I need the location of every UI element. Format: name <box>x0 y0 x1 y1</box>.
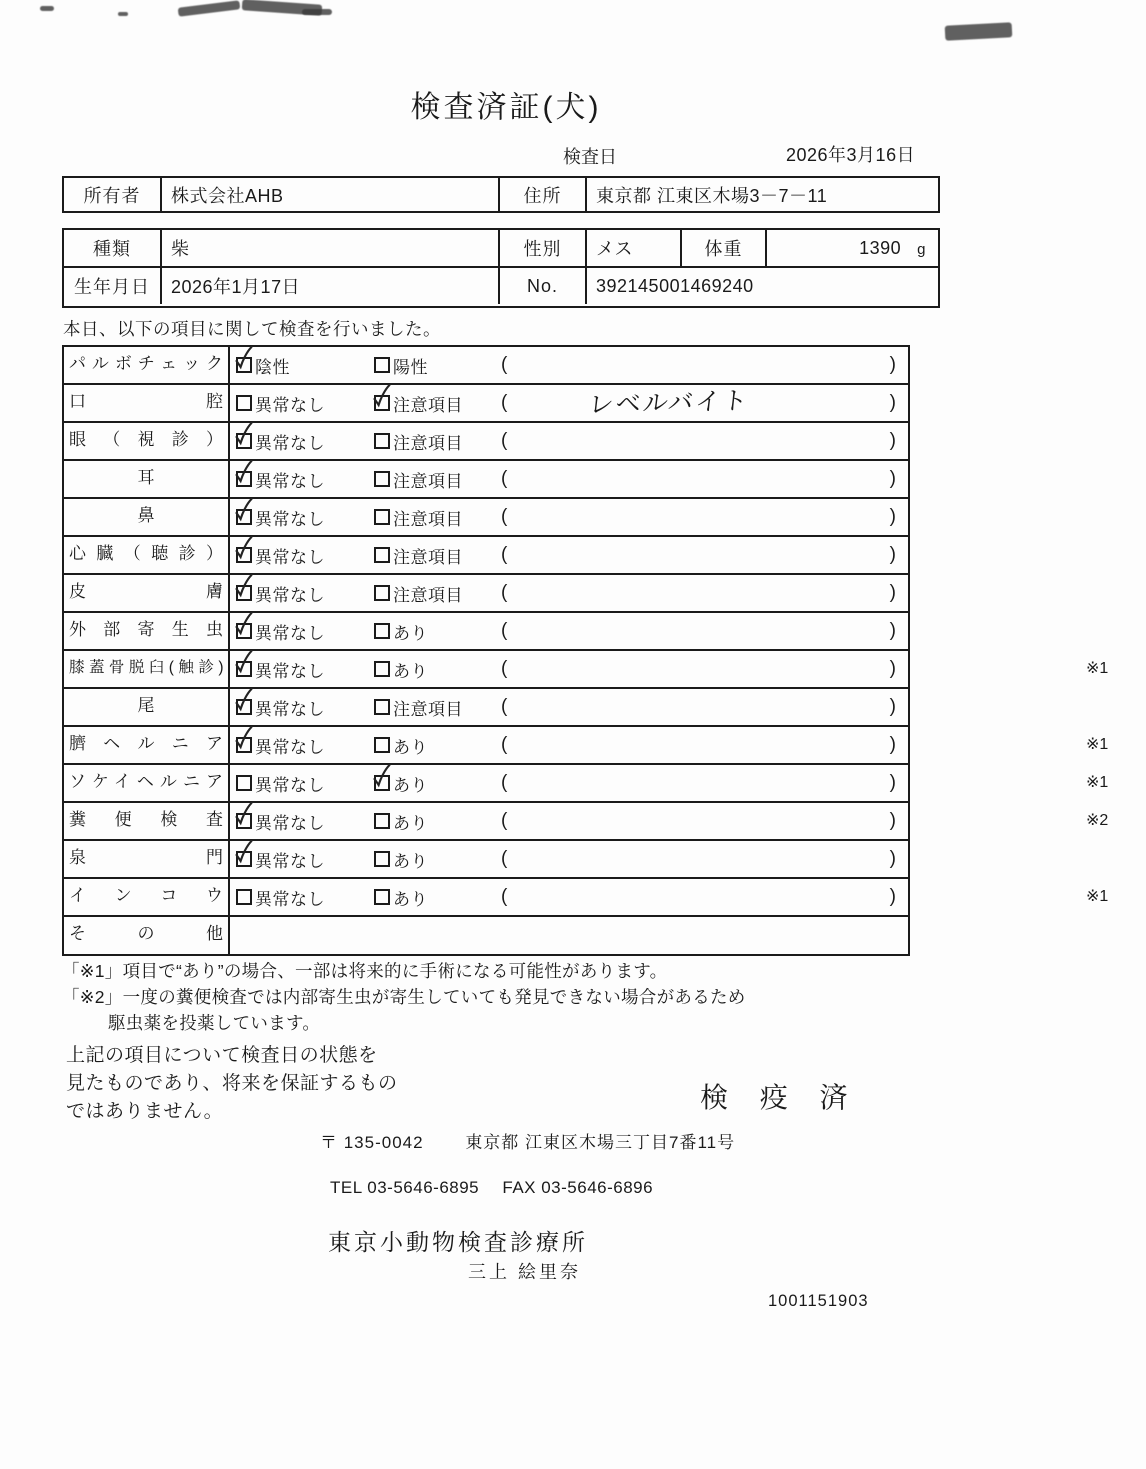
paren-close: ) <box>889 392 896 413</box>
paren-close: ) <box>889 430 896 451</box>
exam-date-label: 検査日 <box>563 147 617 167</box>
checkbox-icon <box>236 471 252 487</box>
exam-row-parvo <box>64 347 908 385</box>
paren-open: ( <box>501 544 508 565</box>
scan-artifact <box>40 6 54 11</box>
checkbox-label: あり <box>393 775 428 795</box>
paren-open: ( <box>501 506 508 527</box>
disclaimer-line: ではありません。 <box>66 1101 224 1122</box>
checkbox-icon <box>236 699 252 715</box>
exam-other-empty <box>230 917 908 954</box>
checkbox-label: 注意項目 <box>393 585 463 605</box>
checkbox-caution[interactable] <box>373 575 463 611</box>
checkbox-label: 異常なし <box>255 471 325 491</box>
exam-item-label: 糞便検査 <box>64 803 230 839</box>
checkbox-icon <box>236 395 252 411</box>
checkbox-icon <box>236 889 252 905</box>
checkbox-label: 陽性 <box>393 357 428 377</box>
address-value: 東京都 江東区木場3－7－11 <box>596 185 828 206</box>
paren-open: ( <box>501 468 508 489</box>
note-mark: ※1 <box>1086 888 1109 905</box>
checkbox-caution[interactable] <box>373 537 463 573</box>
checkbox-icon <box>374 395 390 411</box>
checkbox-normal[interactable] <box>235 423 325 459</box>
sex-label: 性別 <box>500 230 587 266</box>
paren-open: ( <box>501 430 508 451</box>
checkbox-icon <box>236 661 252 677</box>
checkbox-present[interactable] <box>373 879 428 915</box>
checkbox-present[interactable] <box>373 727 428 763</box>
checkbox-normal[interactable] <box>235 765 325 801</box>
checkbox-negative[interactable] <box>235 347 290 383</box>
result-paren <box>501 613 908 649</box>
clinic-tel: TEL 03-5646-6895 <box>330 1178 480 1197</box>
scan-artifact <box>118 12 128 16</box>
checkbox-icon <box>374 357 390 373</box>
note-mark: ※1 <box>1086 774 1109 791</box>
document-code: 1001151903 <box>768 1292 869 1310</box>
paren-close: ) <box>889 848 896 869</box>
checkbox-normal[interactable] <box>235 461 325 497</box>
exam-item-label: 外部寄生虫 <box>64 613 230 649</box>
exam-row-mouth <box>64 385 908 423</box>
checkbox-icon <box>236 737 252 753</box>
exam-row-eyes <box>64 423 908 461</box>
checkbox-label: 異常なし <box>255 737 325 757</box>
result-paren <box>501 347 908 383</box>
checkbox-icon <box>374 585 390 601</box>
scan-artifact <box>178 0 241 16</box>
checkbox-present[interactable] <box>373 613 428 649</box>
exam-row-tail <box>64 689 908 727</box>
checkbox-normal[interactable] <box>235 499 325 535</box>
breed-label: 種類 <box>64 230 162 266</box>
paren-open: ( <box>501 696 508 717</box>
result-paren <box>501 727 908 763</box>
footnote-2: 「※2」一度の糞便検査では内部寄生虫が寄生していても発見できない場合があるため <box>62 987 746 1007</box>
sex-value: メス <box>587 230 682 266</box>
result-paren <box>501 765 908 801</box>
checkbox-label: 注意項目 <box>393 433 463 453</box>
result-paren <box>501 651 908 687</box>
checkbox-label: 異常なし <box>255 661 325 681</box>
clinic-fax: FAX 03-5646-6896 <box>502 1178 654 1197</box>
exam-item-label: その他 <box>64 917 230 954</box>
result-paren <box>501 879 908 915</box>
checkbox-icon <box>374 737 390 753</box>
checkbox-label: あり <box>393 813 428 833</box>
checkbox-present[interactable] <box>373 651 428 687</box>
result-paren <box>501 461 908 497</box>
exam-item-label: 膝蓋骨脱臼(触診) <box>64 651 230 687</box>
checkbox-normal[interactable] <box>235 803 325 839</box>
checkbox-icon <box>374 547 390 563</box>
checkbox-icon <box>374 661 390 677</box>
checkbox-label: 注意項目 <box>393 471 463 491</box>
address-label: 住所 <box>500 178 587 211</box>
checkbox-normal[interactable] <box>235 727 325 763</box>
exam-item-label: ソケイヘルニア <box>64 765 230 801</box>
exam-row-inkou <box>64 879 1109 917</box>
checkbox-label: 異常なし <box>255 813 325 833</box>
exam-row-patella <box>64 651 1109 689</box>
checkbox-icon <box>236 623 252 639</box>
result-paren <box>501 385 908 421</box>
checkbox-normal[interactable] <box>235 613 325 649</box>
footnotes <box>62 958 746 1036</box>
paren-open: ( <box>501 772 508 793</box>
pet-table <box>62 228 940 308</box>
exam-table <box>62 345 1109 956</box>
paren-open: ( <box>501 886 508 907</box>
exam-row-fecal-test <box>64 803 1109 841</box>
checkbox-present[interactable] <box>373 803 428 839</box>
checkbox-caution[interactable] <box>373 461 463 497</box>
exam-item-label: 皮膚 <box>64 575 230 611</box>
checkbox-label: 異常なし <box>255 851 325 871</box>
paren-close: ) <box>889 468 896 489</box>
checkbox-normal[interactable] <box>235 879 325 915</box>
birth-value: 2026年1月17日 <box>162 268 500 304</box>
handwritten-result-text: レベルバイト <box>587 386 751 420</box>
result-paren <box>501 423 908 459</box>
checkbox-icon <box>374 813 390 829</box>
result-paren <box>501 803 908 839</box>
paren-open: ( <box>501 848 508 869</box>
paren-close: ) <box>889 582 896 603</box>
no-label: No. <box>500 268 587 304</box>
checkbox-icon <box>374 889 390 905</box>
paren-open: ( <box>501 620 508 641</box>
checkbox-label: 異常なし <box>255 395 325 415</box>
exam-row-heart <box>64 537 908 575</box>
exam-row-nose <box>64 499 908 537</box>
checkbox-present[interactable] <box>373 765 428 801</box>
checkbox-caution[interactable] <box>373 385 463 421</box>
clinic-address-row <box>320 1128 735 1153</box>
checkbox-icon <box>236 357 252 373</box>
exam-item-label: パルボチェック <box>64 347 230 383</box>
result-paren <box>501 499 908 535</box>
breed-value: 柴 <box>162 230 500 266</box>
checkbox-icon <box>374 623 390 639</box>
scan-artifact <box>302 9 332 15</box>
paren-close: ) <box>889 506 896 527</box>
clinic-address: 東京都 江東区木場三丁目7番11号 <box>465 1133 736 1152</box>
checkbox-present[interactable] <box>373 841 428 877</box>
result-paren <box>501 689 908 725</box>
weight-unit: g <box>917 241 926 258</box>
paren-close: ) <box>889 734 896 755</box>
intro-text: 本日、以下の項目に関して検査を行いました。 <box>63 319 441 339</box>
exam-row-ears <box>64 461 908 499</box>
checkbox-label: 異常なし <box>255 509 325 529</box>
owner-label: 所有者 <box>64 178 162 211</box>
paren-close: ) <box>889 772 896 793</box>
birth-label: 生年月日 <box>64 268 162 304</box>
checkbox-icon <box>374 471 390 487</box>
paren-open: ( <box>501 392 508 413</box>
note-mark: ※2 <box>1086 812 1109 829</box>
checkbox-label: あり <box>393 851 428 871</box>
checkbox-label: 異常なし <box>255 699 325 719</box>
checkbox-icon <box>236 509 252 525</box>
checkbox-label: 異常なし <box>255 585 325 605</box>
note-mark: ※1 <box>1086 660 1109 677</box>
checkbox-icon <box>374 433 390 449</box>
checkbox-icon <box>236 585 252 601</box>
checkbox-label: 注意項目 <box>393 547 463 567</box>
clinic-phone-row <box>330 1178 653 1198</box>
weight-label: 体重 <box>682 230 767 266</box>
checkbox-label: 注意項目 <box>393 699 463 719</box>
checkbox-normal[interactable] <box>235 575 325 611</box>
checkbox-icon <box>236 813 252 829</box>
checkbox-normal[interactable] <box>235 385 325 421</box>
disclaimer-line: 上記の項目について検査日の状態を <box>66 1045 378 1066</box>
checkbox-positive[interactable] <box>373 347 428 383</box>
exam-date-value: 2026年3月16日 <box>786 145 916 165</box>
checkbox-label: 異常なし <box>255 623 325 643</box>
checkbox-icon <box>236 547 252 563</box>
exam-item-label: 耳 <box>64 461 230 497</box>
checkbox-normal[interactable] <box>235 651 325 687</box>
checkbox-normal[interactable] <box>235 841 325 877</box>
checkbox-label: 異常なし <box>255 433 325 453</box>
result-paren <box>501 575 908 611</box>
exam-item-label: 尾 <box>64 689 230 725</box>
checkbox-icon <box>374 851 390 867</box>
paren-open: ( <box>501 354 508 375</box>
clinic-name: 東京小動物検査診療所 <box>328 1229 588 1255</box>
checkbox-label: あり <box>393 889 428 909</box>
exam-row-skin <box>64 575 908 613</box>
disclaimer-line: 見たものであり、将来を保証するもの <box>66 1073 398 1094</box>
checkbox-label: あり <box>393 737 428 757</box>
checkbox-icon <box>236 851 252 867</box>
exam-row-fontanelle <box>64 841 908 879</box>
veterinarian-name: 三上 絵里奈 <box>468 1262 582 1282</box>
footnote-1: 「※1」項目で“あり”の場合、一部は将来的に手術になる可能性があります。 <box>62 961 668 981</box>
paren-close: ) <box>889 696 896 717</box>
exam-row-external-parasites <box>64 613 908 651</box>
disclaimer <box>66 1042 398 1126</box>
checkbox-label: 異常なし <box>255 889 325 909</box>
exam-row-other <box>64 917 908 954</box>
owner-value: 株式会社AHB <box>162 178 500 211</box>
checkbox-icon <box>374 775 390 791</box>
owner-table <box>62 176 940 213</box>
paren-close: ) <box>889 354 896 375</box>
checkbox-label: 注意項目 <box>393 509 463 529</box>
footnote-2-cont: 駆虫薬を投薬しています。 <box>108 1013 321 1033</box>
certificate-title: 検査済証(犬) <box>410 91 602 124</box>
exam-row-umbilical-hernia <box>64 727 1109 765</box>
paren-open: ( <box>501 582 508 603</box>
note-mark: ※1 <box>1086 736 1109 753</box>
result-paren <box>501 841 908 877</box>
checkbox-icon <box>236 775 252 791</box>
paren-open: ( <box>501 810 508 831</box>
paren-open: ( <box>501 734 508 755</box>
scan-artifact <box>945 22 1013 40</box>
exam-item-label: 鼻 <box>64 499 230 535</box>
checkbox-caution[interactable] <box>373 499 463 535</box>
checkbox-label: 注意項目 <box>393 395 463 415</box>
checkbox-label: あり <box>393 623 428 643</box>
checkbox-label: あり <box>393 661 428 681</box>
checkbox-label: 陰性 <box>255 357 290 377</box>
exam-row-inguinal-hernia <box>64 765 1109 803</box>
checkbox-icon <box>374 699 390 715</box>
checkbox-caution[interactable] <box>373 689 463 725</box>
paren-open: ( <box>501 658 508 679</box>
checkbox-label: 異常なし <box>255 775 325 795</box>
checkbox-icon <box>374 509 390 525</box>
paren-close: ) <box>889 810 896 831</box>
exam-item-label: 泉門 <box>64 841 230 877</box>
exam-item-label: 心臓（聴診） <box>64 537 230 573</box>
paren-close: ) <box>889 544 896 565</box>
exam-item-label: 口腔 <box>64 385 230 421</box>
exam-item-label: 臍ヘルニア <box>64 727 230 763</box>
exam-item-label: 眼（視診） <box>64 423 230 459</box>
checkbox-normal[interactable] <box>235 689 325 725</box>
weight-number: 1390 <box>859 237 902 258</box>
paren-close: ) <box>889 886 896 907</box>
exam-item-label: インコウ <box>64 879 230 915</box>
no-value: 392145001469240 <box>596 275 754 296</box>
checkbox-caution[interactable] <box>373 423 463 459</box>
quarantine-stamp: 検 疫 済 <box>700 1082 860 1113</box>
checkbox-label: 異常なし <box>255 547 325 567</box>
postal-code: 〒 135-0042 <box>320 1133 424 1152</box>
checkbox-normal[interactable] <box>235 537 325 573</box>
paren-close: ) <box>889 620 896 641</box>
checkbox-icon <box>236 433 252 449</box>
paren-close: ) <box>889 658 896 679</box>
weight-value <box>767 230 938 266</box>
result-paren <box>501 537 908 573</box>
